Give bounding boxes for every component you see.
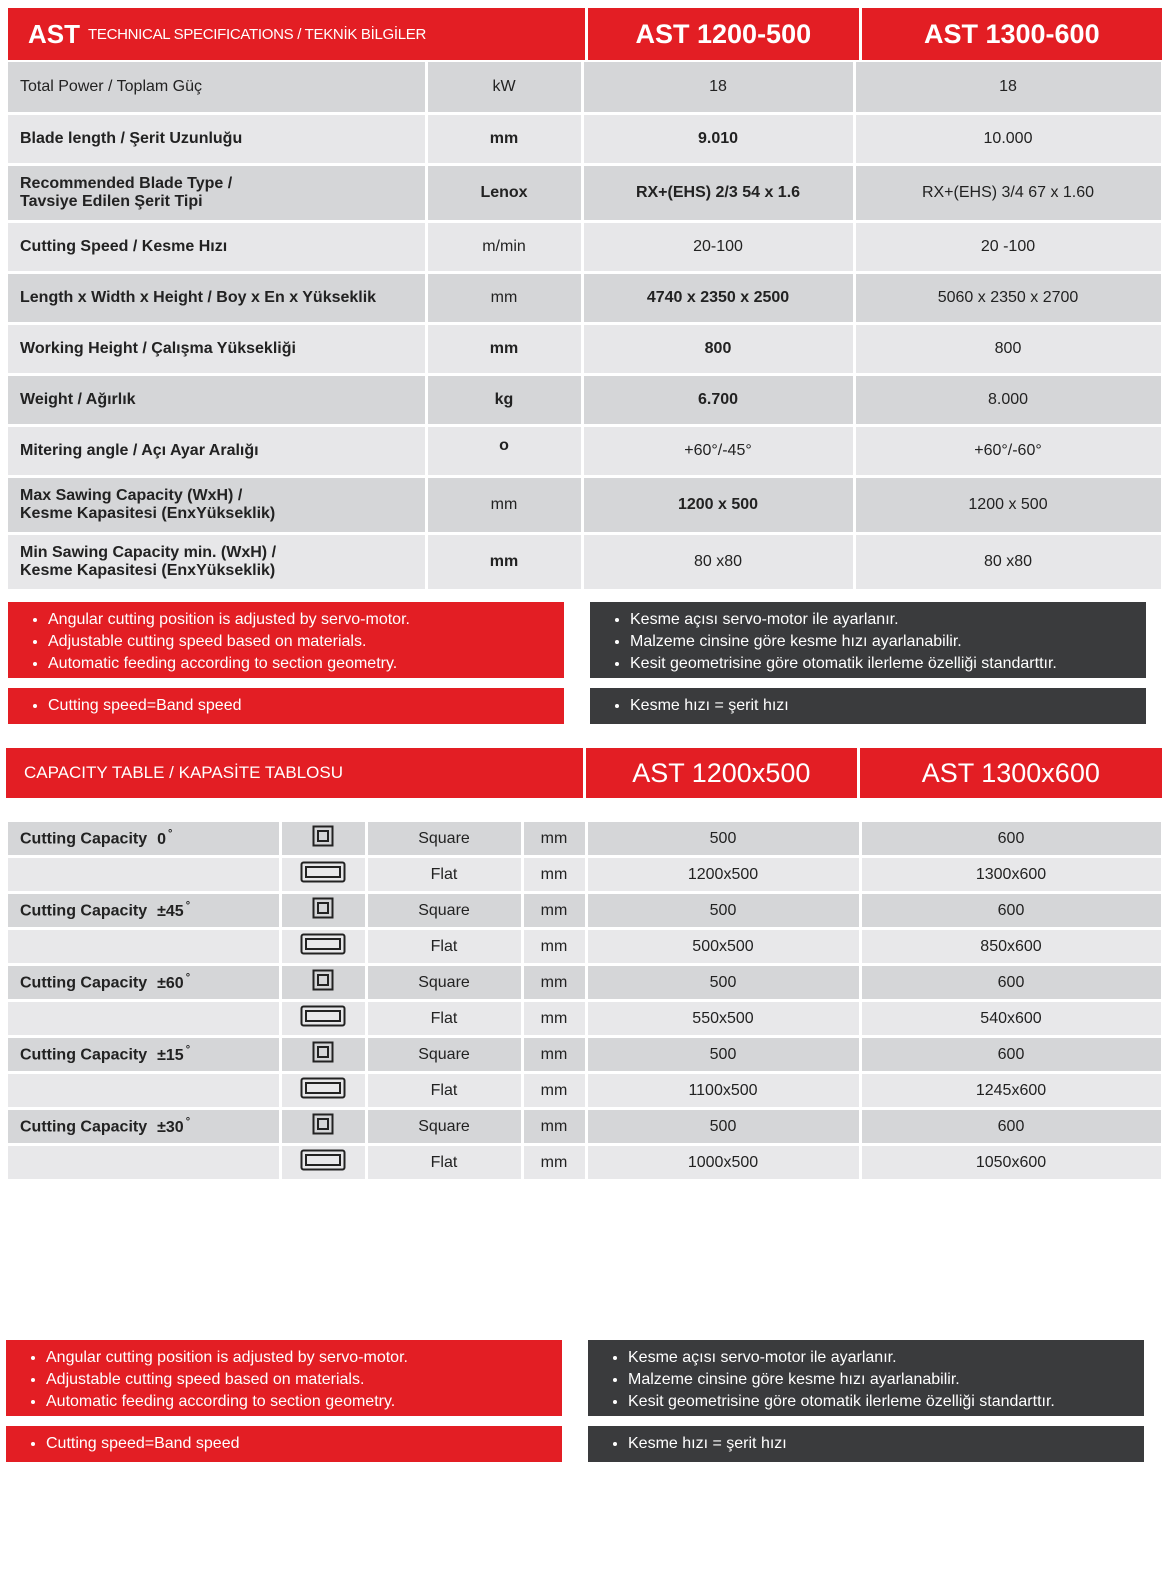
spec-label: Max Sawing Capacity (WxH) / Kesme Kapasitesi (EnxYükseklik) [8,476,426,533]
spec-value-2: 18 [854,62,1162,113]
speed-en-box [8,688,564,724]
capacity-unit: mm [522,1037,586,1073]
spec-table [8,62,1164,592]
spec-value-2: +60°/-60° [854,425,1162,476]
capacity-value-1: 1000x500 [586,1145,860,1181]
spec-header [8,8,1162,60]
capacity-value-2: 850x600 [860,929,1162,965]
spec-unit: Lenox [426,164,582,221]
capacity-label-text: Cutting Capacity [20,830,148,848]
spec-value-2: 5060 x 2350 x 2700 [854,272,1162,323]
section-type: Square [366,1109,522,1145]
spec-value-2: 10.000 [854,113,1162,164]
square-icon [280,965,366,1001]
speed-tr-box [590,688,1146,724]
capacity-body [8,822,1162,1181]
spec-value-1: 9.010 [582,113,854,164]
spec-value-2: 80 x80 [854,533,1162,590]
spec-value-1: 20-100 [582,221,854,272]
feature-item: • Kesit geometrisine göre otomatik ilerleme özelliği standarttır. [630,653,1146,675]
spec-row [8,533,1162,590]
spec-value-1: 6.700 [582,374,854,425]
capacity-row-square [8,965,1162,1001]
capacity-label [8,1037,280,1073]
degree-mark: ° [168,828,173,841]
capacity-value-1: 500 [586,1037,860,1073]
capacity-label-empty [8,929,280,965]
capacity-title: CAPACITY TABLE / KAPASİTE TABLOSU [6,748,583,798]
capacity-value-2: 600 [860,893,1162,929]
capacity-value-2: 600 [860,822,1162,857]
spec-value-2: 800 [854,323,1162,374]
features-tr-box-2 [588,1340,1144,1416]
spec-label: Cutting Speed / Kesme Hızı [8,221,426,272]
spec-row [8,374,1162,425]
features-tr-box [590,602,1146,678]
capacity-unit: mm [522,857,586,893]
capacity-unit: mm [522,1145,586,1181]
flat-icon [280,1073,366,1109]
capacity-label-text: Cutting Capacity [20,1118,148,1136]
spec-label: Weight / Ağırlık [8,374,426,425]
section-type: Square [366,1037,522,1073]
capacity-value-1: 550x500 [586,1001,860,1037]
capacity-value-2: 600 [860,1037,1162,1073]
spec-unit: mm [426,272,582,323]
capacity-angle: ±45 [157,902,184,920]
feature-item: • Automatic feeding according to section geometry. [48,653,564,675]
section-type: Flat [366,1001,522,1037]
capacity-value-1: 1200x500 [586,857,860,893]
section-type: Flat [366,1073,522,1109]
capacity-label-text: Cutting Capacity [20,974,148,992]
capacity-row-flat [8,1001,1162,1037]
square-icon [280,1109,366,1145]
square-icon [280,893,366,929]
capacity-label-text: Cutting Capacity [20,902,148,920]
capacity-label-empty [8,857,280,893]
capacity-unit: mm [522,1073,586,1109]
spec-unit: m/min [426,221,582,272]
capacity-model-1: AST 1200x500 [583,748,857,798]
spec-row [8,476,1162,533]
capacity-model-2: AST 1300x600 [857,748,1162,798]
flat-icon [280,1001,366,1037]
capacity-row-square [8,1109,1162,1145]
capacity-label-empty [8,1073,280,1109]
capacity-row-flat [8,1145,1162,1181]
square-icon [280,822,366,857]
spec-model-1: AST 1200-500 [585,8,859,60]
features-en-box-2 [6,1340,562,1416]
speed-note: • Kesme hızı = şerit hızı [630,695,789,717]
spec-title [8,8,585,60]
capacity-value-1: 500 [586,893,860,929]
spec-unit: mm [426,323,582,374]
capacity-angle: ±30 [157,1118,184,1136]
speed-tr-box-2 [588,1426,1144,1462]
spec-model-2: AST 1300-600 [859,8,1162,60]
spec-row [8,272,1162,323]
spec-unit: mm [426,533,582,590]
flat-icon [280,929,366,965]
spec-value-1: 80 x80 [582,533,854,590]
spec-label: Length x Width x Height / Boy x En x Yükseklik [8,272,426,323]
section-type: Square [366,822,522,857]
feature-item: • Malzeme cinsine göre kesme hızı ayarlanabilir. [628,1369,1144,1391]
capacity-value-2: 1245x600 [860,1073,1162,1109]
spec-unit: kW [426,62,582,113]
capacity-row-flat [8,1073,1162,1109]
capacity-value-1: 500 [586,965,860,1001]
capacity-value-2: 1050x600 [860,1145,1162,1181]
flat-icon [280,857,366,893]
spec-unit: o [426,425,582,476]
spec-unit: mm [426,476,582,533]
capacity-row-square [8,822,1162,857]
spec-unit: mm [426,113,582,164]
capacity-value-2: 600 [860,965,1162,1001]
feature-item: • Adjustable cutting speed based on materials. [46,1369,562,1391]
capacity-value-1: 500 [586,822,860,857]
spec-label: Total Power / Toplam Güç [8,62,426,113]
feature-item: • Malzeme cinsine göre kesme hızı ayarlanabilir. [630,631,1146,653]
capacity-row-square [8,1037,1162,1073]
section-type: Flat [366,857,522,893]
speed-en-box-2 [6,1426,562,1462]
capacity-value-1: 500 [586,1109,860,1145]
feature-item: • Kesme açısı servo-motor ile ayarlanır. [630,609,1146,631]
capacity-unit: mm [522,965,586,1001]
spec-row [8,62,1162,113]
spec-value-1: 18 [582,62,854,113]
capacity-label [8,893,280,929]
degree-mark: ° [185,1116,191,1129]
spec-row [8,113,1162,164]
section-type: Square [366,965,522,1001]
feature-item: • Angular cutting position is adjusted by servo-motor. [48,609,564,631]
capacity-header [6,748,1162,798]
degree-mark: ° [185,1044,191,1057]
spec-value-1: 800 [582,323,854,374]
section-type: Square [366,893,522,929]
capacity-label [8,965,280,1001]
spec-value-2: RX+(EHS) 3/4 67 x 1.60 [854,164,1162,221]
feature-item: • Kesit geometrisine göre otomatik ilerleme özelliği standarttır. [628,1391,1144,1413]
spec-value-2: 20 -100 [854,221,1162,272]
capacity-value-1: 1100x500 [586,1073,860,1109]
spec-row [8,323,1162,374]
capacity-unit: mm [522,822,586,857]
capacity-row-flat [8,857,1162,893]
spec-label: Min Sawing Capacity min. (WxH) / Kesme Kapasitesi (EnxYükseklik) [8,533,426,590]
capacity-unit: mm [522,1001,586,1037]
feature-item: • Automatic feeding according to section geometry. [46,1391,562,1413]
spec-row [8,221,1162,272]
square-icon [280,1037,366,1073]
brand-label: AST [28,18,80,49]
degree-mark: ° [185,972,191,985]
spec-label: Blade length / Şerit Uzunluğu [8,113,426,164]
degree-mark: ° [185,900,191,913]
spec-unit: kg [426,374,582,425]
capacity-value-1: 500x500 [586,929,860,965]
section-type: Flat [366,929,522,965]
capacity-value-2: 540x600 [860,1001,1162,1037]
spec-row [8,164,1162,221]
capacity-label-empty [8,1145,280,1181]
capacity-label [8,822,280,857]
capacity-angle: ±60 [157,974,184,992]
capacity-label [8,1109,280,1145]
section-type: Flat [366,1145,522,1181]
speed-note: • Kesme hızı = şerit hızı [628,1433,787,1455]
capacity-angle: 0 [157,830,167,848]
spec-label: Recommended Blade Type / Tavsiye Edilen Şerit Tipi [8,164,426,221]
spec-value-1: 4740 x 2350 x 2500 [582,272,854,323]
spec-label: Working Height / Çalışma Yüksekliği [8,323,426,374]
capacity-value-2: 1300x600 [860,857,1162,893]
speed-note: • Cutting speed=Band speed [48,695,241,717]
spec-label: Mitering angle / Açı Ayar Aralığı [8,425,426,476]
features-en-box [8,602,564,678]
feature-item: • Kesme açısı servo-motor ile ayarlanır. [628,1347,1144,1369]
feature-item: • Adjustable cutting speed based on materials. [48,631,564,653]
flat-icon [280,1145,366,1181]
capacity-label-text: Cutting Capacity [20,1046,148,1064]
capacity-row-flat [8,929,1162,965]
capacity-angle: ±15 [157,1046,184,1064]
capacity-label-empty [8,1001,280,1037]
spec-value-2: 1200 x 500 [854,476,1162,533]
capacity-value-2: 600 [860,1109,1162,1145]
spec-value-1: +60°/-45° [582,425,854,476]
feature-item: • Angular cutting position is adjusted by servo-motor. [46,1347,562,1369]
capacity-unit: mm [522,893,586,929]
capacity-row-square [8,893,1162,929]
spec-value-2: 8.000 [854,374,1162,425]
capacity-table [8,822,1164,1182]
speed-note: • Cutting speed=Band speed [46,1433,239,1455]
capacity-unit: mm [522,929,586,965]
spec-row [8,425,1162,476]
spec-subtitle: TECHNICAL SPECIFICATIONS / TEKNİK BİLGİLER [88,25,427,43]
capacity-unit: mm [522,1109,586,1145]
spec-value-1: RX+(EHS) 2/3 54 x 1.6 [582,164,854,221]
spec-value-1: 1200 x 500 [582,476,854,533]
